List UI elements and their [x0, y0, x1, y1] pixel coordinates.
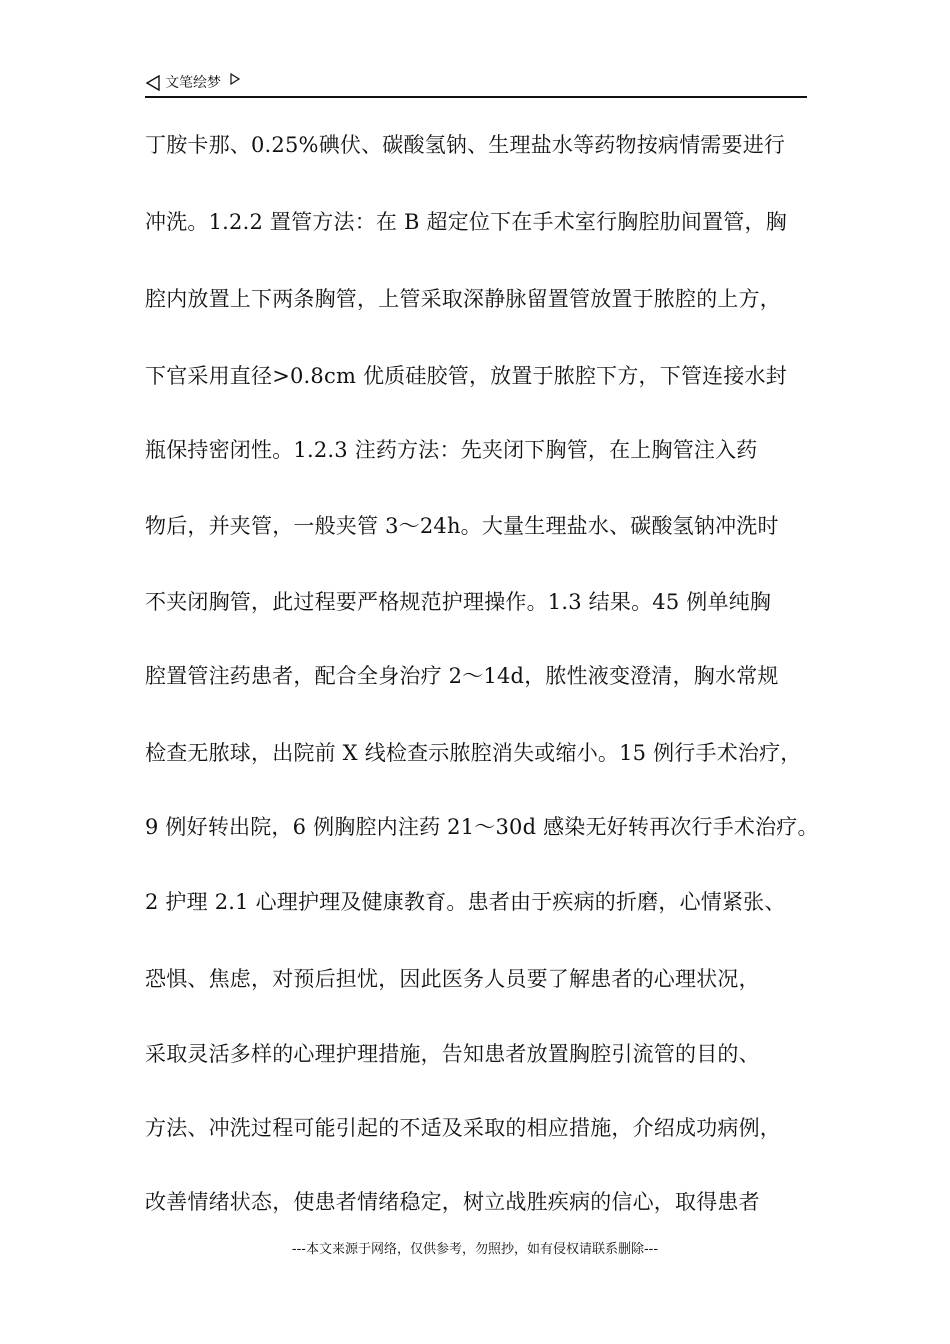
body-line: 腔置管注药患者，配合全身治疗 2～14d，脓性液变澄清，胸水常规 — [145, 664, 779, 688]
body-line: 不夹闭胸管，此过程要严格规范护理操作。1.3 结果。45 例单纯胸 — [145, 590, 772, 614]
body-line: 2 护理 2.1 心理护理及健康教育。患者由于疾病的折磨，心情紧张、 — [145, 890, 786, 914]
body-line: 采取灵活多样的心理护理措施，告知患者放置胸腔引流管的目的、 — [145, 1042, 760, 1066]
page-header — [145, 70, 807, 98]
body-line: 腔内放置上下两条胸管，上管采取深静脉留置管放置于脓腔的上方， — [145, 287, 781, 311]
header-title: 文笔绘梦 — [165, 75, 221, 91]
header-brand — [145, 74, 241, 92]
body-line: 方法、冲洗过程可能引起的不适及采取的相应措施，介绍成功病例， — [145, 1116, 781, 1140]
triangle-left-icon — [145, 75, 161, 91]
body-line: 恐惧、焦虑，对预后担忧，因此医务人员要了解患者的心理状况， — [145, 967, 760, 991]
footer-notice: ---本文来源于网络，仅供参考，勿照抄，如有侵权请联系删除--- — [291, 1242, 659, 1257]
body-line: 9 例好转出院，6 例胸腔内注药 21～30d 感染无好转再次行手术治疗。 — [145, 815, 819, 839]
triangle-right-icon — [229, 73, 241, 85]
body-line: 丁胺卡那、0.25%碘伏、碳酸氢钠、生理盐水等药物按病情需要进行 — [145, 133, 786, 157]
body-line: 冲洗。1.2.2 置管方法：在 B 超定位下在手术室行胸腔肋间置管，胸 — [145, 210, 787, 234]
body-line: 下官采用直径>0.8cm 优质硅胶管，放置于脓腔下方，下管连接水封 — [145, 364, 787, 388]
body-line: 物后，并夹管，一般夹管 3～24h。大量生理盐水、碳酸氢钠冲洗时 — [145, 514, 779, 538]
body-line: 检查无脓球，出院前 X 线检查示脓腔消失或缩小。15 例行手术治疗， — [145, 741, 802, 765]
body-line: 改善情绪状态，使患者情绪稳定，树立战胜疾病的信心，取得患者 — [145, 1190, 760, 1214]
body-line: 瓶保持密闭性。1.2.3 注药方法：先夹闭下胸管，在上胸管注入药 — [145, 438, 758, 462]
